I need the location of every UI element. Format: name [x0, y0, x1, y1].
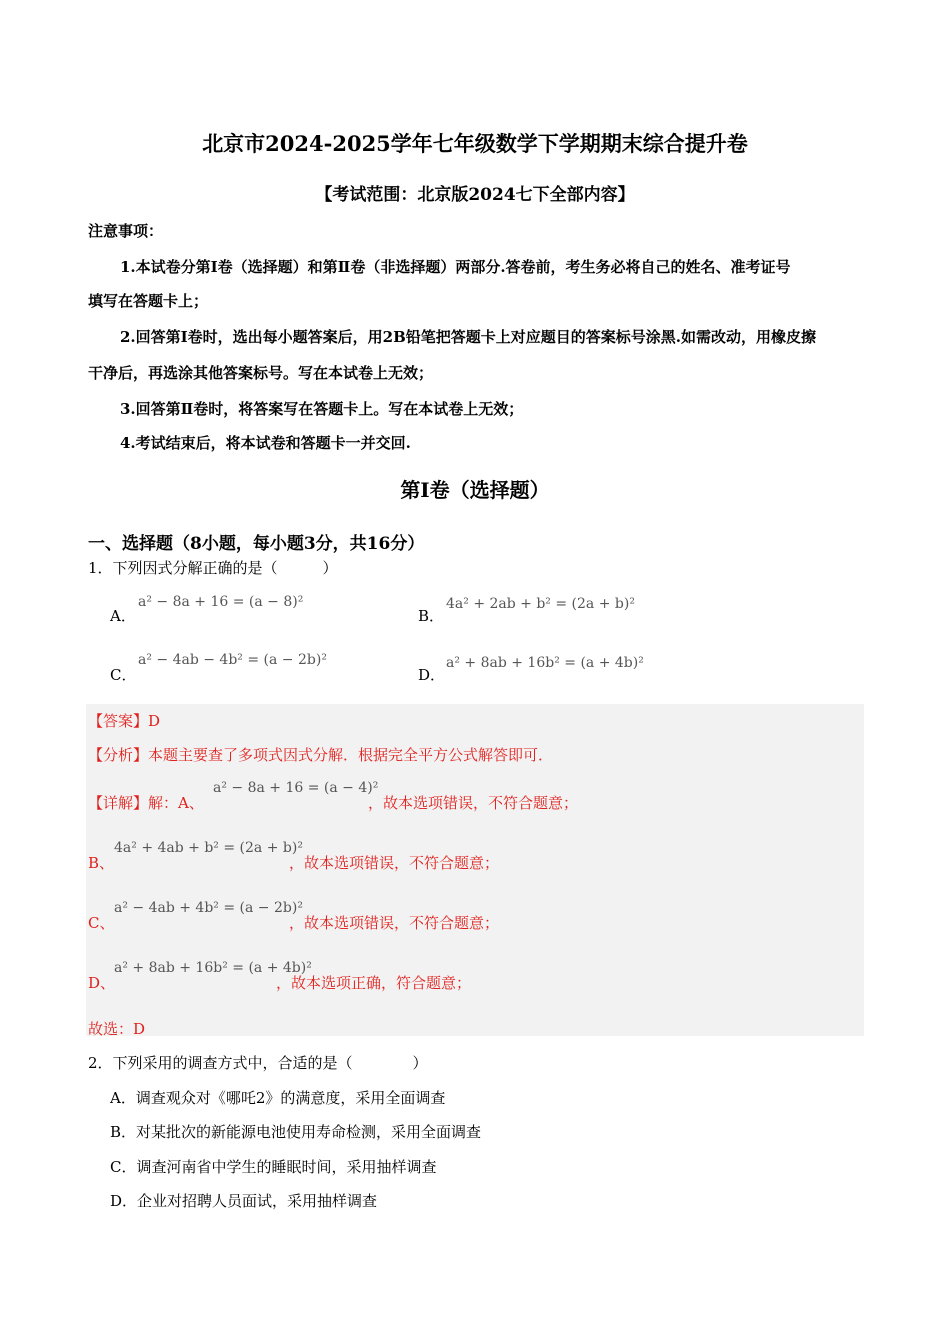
- note-3: 3.回答第Ⅱ卷时，将答案写在答题卡上。写在本试卷上无效；: [120, 400, 524, 418]
- detail-c-text: ，故本选项错误，不符合题意；: [289, 914, 500, 932]
- detail-b-formula: 4a² + 4ab + b² = (2a + b)²: [114, 840, 303, 856]
- note-1-line-1: 1.本试卷分第Ⅰ卷（选择题）和第Ⅱ卷（非选择题）两部分.答卷前，考生务必将自己的姓名、准考证号: [120, 258, 791, 276]
- answer-value: D: [148, 712, 161, 730]
- q1-option-d-label: D．: [418, 666, 446, 684]
- note-4: 4.考试结束后，将本试卷和答题卡一并交回.: [120, 434, 411, 452]
- section-title: 第I卷（选择题）: [400, 478, 550, 502]
- note-1-line-2: 填写在答题卡上；: [88, 292, 209, 310]
- q1-option-b-label: B．: [418, 607, 445, 625]
- part-heading: 一、选择题（8小题，每小题3分，共16分）: [88, 534, 425, 554]
- detail-b-label: B、: [88, 854, 115, 872]
- q2-option-b: B．对某批次的新能源电池使用寿命检测，采用全面调查: [110, 1123, 482, 1141]
- notes-heading: 注意事项：: [88, 222, 164, 240]
- answer-line: [88, 710, 160, 731]
- detail-a-line: [88, 792, 204, 813]
- q1-option-c-label: C．: [110, 666, 137, 684]
- q1-option-a-formula: a² − 8a + 16 = (a − 8)²: [138, 594, 304, 610]
- final-answer: 故选：D: [88, 1020, 146, 1038]
- question-1-stem: 1．下列因式分解正确的是（ ）: [88, 559, 338, 577]
- detail-a-formula: a² − 8a + 16 = (a − 4)²: [213, 780, 379, 796]
- exam-range: 【考试范围：北京版2024七下全部内容】: [315, 185, 635, 205]
- detail-prefix: 解：A、: [148, 794, 204, 812]
- q1-option-b-formula: 4a² + 2ab + b² = (2a + b)²: [446, 596, 635, 612]
- analysis-text: 本题主要查了多项式因式分解．根据完全平方公式解答即可．: [148, 746, 554, 764]
- note-2-line-1: 2.回答第Ⅰ卷时，选出每小题答案后，用2B铅笔把答题卡上对应题目的答案标号涂黑.如需改动，用橡皮擦: [120, 328, 817, 346]
- answer-tag: 【答案】: [88, 712, 149, 730]
- q2-option-d: D．企业对招聘人员面试，采用抽样调查: [110, 1192, 378, 1210]
- q2-option-a: A．调查观众对《哪吒2》的满意度，采用全面调查: [110, 1089, 446, 1107]
- detail-d-label: D、: [88, 974, 116, 992]
- analysis-line: [88, 744, 553, 765]
- q1-option-c-formula: a² − 4ab − 4b² = (a − 2b)²: [138, 652, 327, 668]
- detail-d-text: ，故本选项正确，符合题意；: [276, 974, 472, 992]
- detail-tag: 【详解】: [88, 794, 149, 812]
- document-title: 北京市2024-2025学年七年级数学下学期期末综合提升卷: [202, 131, 748, 156]
- q1-option-d-formula: a² + 8ab + 16b² = (a + 4b)²: [446, 655, 644, 671]
- q2-option-c: C．调查河南省中学生的睡眠时间，采用抽样调查: [110, 1158, 437, 1176]
- detail-c-formula: a² − 4ab + 4b² = (a − 2b)²: [114, 900, 303, 916]
- q1-option-a-label: A．: [110, 607, 136, 625]
- analysis-tag: 【分析】: [88, 746, 149, 764]
- detail-b-text: ，故本选项错误，不符合题意；: [289, 854, 500, 872]
- detail-a-text: ，故本选项错误，不符合题意；: [368, 794, 579, 812]
- detail-d-formula: a² + 8ab + 16b² = (a + 4b)²: [114, 960, 312, 976]
- detail-c-label: C、: [88, 914, 115, 932]
- note-2-line-2: 干净后，再选涂其他答案标号。写在本试卷上无效；: [88, 364, 434, 382]
- question-2-stem: 2．下列采用的调查方式中，合适的是（ ）: [88, 1054, 428, 1072]
